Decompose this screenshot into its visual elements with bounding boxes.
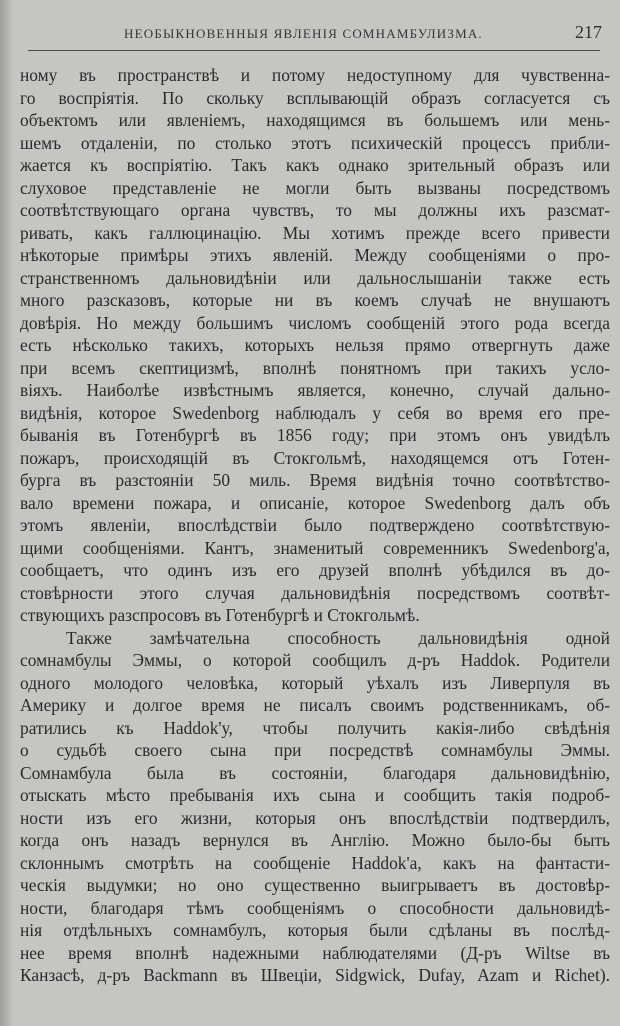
- text-line: ривать, какъ галлюцинацію. Мы хотимъ прежде всего привести: [20, 222, 610, 243]
- text-line: ности изъ его жизни, которыя онъ впослѣдствіи подтвердилъ,: [20, 807, 610, 828]
- text-line: жается къ воспріятію. Такъ какъ однако зрительный образъ или: [20, 155, 610, 175]
- page-number: 217: [575, 22, 602, 42]
- text-line: нее время вполнѣ надежными наблюдателями (Д-ръ Wiltse въ: [20, 942, 610, 963]
- text-line: быванія въ Готенбургѣ въ 1856 году; при этомъ онъ увидѣлъ: [20, 425, 610, 445]
- text-line: соотвѣтствующаго органа чувствъ, то мы должны ихъ разсмат-: [20, 200, 610, 220]
- text-line: Америку и долгое время не писалъ своимъ родственникамъ, об-: [20, 695, 610, 715]
- text-line: объектомъ или явленіемъ, находящимся въ большемъ или мень-: [20, 110, 610, 130]
- text-line: вало времени пожара, и описаніе, которое Swedenborg далъ объ: [20, 492, 610, 513]
- text-line: довѣрія. Но между большимъ числомъ сообщеній этого рода всегда: [20, 312, 610, 333]
- paragraph-end-line: ствующихъ разспросовъ въ Готенбургѣ и Стокгольмѣ.: [20, 605, 420, 625]
- text-line: сообщаетъ, что одинъ изъ его друзей вполнѣ убѣдился въ до-: [20, 560, 610, 580]
- running-title: НЕОБЫКНОВЕННЫЯ ЯВЛЕНІЯ СОМНАМБУЛИЗМА.: [124, 26, 483, 41]
- text-line: видѣнія, которое Swedenborg наблюдалъ у себя во время его пре-: [20, 402, 610, 423]
- text-line: ному въ пространствѣ и потому недоступному для чувственна-: [20, 65, 610, 85]
- text-line: при всемъ скептицизмѣ, вполнѣ понятномъ при такихъ усло-: [20, 357, 610, 378]
- text-line: сомнамбулы Эммы, о которой сообщилъ д-ръ Haddok. Родители: [20, 650, 610, 670]
- text-line: отыскать мѣсто пребыванія ихъ сына и сообщить такія подроб-: [20, 785, 610, 805]
- text-line: о судьбѣ своего сына при посредствѣ сомнамбулы Эммы.: [20, 740, 610, 760]
- text-line: ратились къ Haddok'у, чтобы получить какія-либо свѣдѣнія: [20, 717, 610, 738]
- text-line: стовѣрности этого случая дальновидѣнія посредствомъ соотвѣт-: [20, 582, 610, 603]
- header-rule: [28, 50, 600, 51]
- text-line: віяхъ. Наиболѣе извѣстнымъ является, конечно, случай дально-: [20, 380, 610, 400]
- text-line: когда онъ назадъ вернулся въ Англію. Можно было-бы быть: [20, 830, 610, 850]
- text-line: пожаръ, происходящій въ Стокгольмѣ, находящемся отъ Готен-: [20, 447, 610, 468]
- text-line: нѣкоторые примѣры этихъ явленій. Между сообщеніями о про-: [20, 245, 610, 265]
- text-line: шемъ отдаленіи, по столько этотъ психическій процессъ прибли-: [20, 132, 610, 153]
- body-text: [20, 64, 610, 987]
- paragraph-first-line: Также замѣчательна способность дальновидѣнія одной: [66, 627, 610, 648]
- text-line: нія отдѣльныхъ сомнамбулъ, которыя были сдѣланы въ послѣд-: [20, 920, 610, 940]
- text-line: бурга въ разстояніи 50 миль. Время видѣнія точно соотвѣтство-: [20, 470, 610, 490]
- text-line: Канзасѣ, д-ръ Backmann въ Швеціи, Sidgwick, Dufay, Azam и Richet).: [20, 965, 610, 985]
- page-header: [24, 22, 608, 50]
- text-line: есть нѣсколько такихъ, которыхъ нельзя прямо отвергнуть даже: [20, 335, 610, 355]
- text-line: щими сообщеніями. Кантъ, знаменитый современникъ Swedenborg'a,: [20, 537, 610, 558]
- text-line: го воспріятія. По скольку всплывающій образъ согласуется съ: [20, 87, 610, 108]
- page-binding-shadow: [0, 0, 14, 1026]
- text-line: странственномъ дальновидѣніи или дальнослышаніи также есть: [20, 267, 610, 288]
- text-line: много разсказовъ, которые ни въ коемъ случаѣ не внушаютъ: [20, 290, 610, 310]
- text-line: ческія выдумки; но оно существенно выигрываетъ въ достовѣр-: [20, 875, 610, 895]
- text-line: склоннымъ смотрѣть на сообщеніе Haddok'a, какъ на фантасти-: [20, 852, 610, 873]
- text-line: слуховое представленіе не могли быть вызваны посредствомъ: [20, 177, 610, 198]
- text-line: ности, благодаря тѣмъ сообщеніямъ о способности дальновидѣ-: [20, 897, 610, 918]
- text-line: Сомнамбула была въ состояніи, благодаря дальновидѣнію,: [20, 762, 610, 783]
- text-line: одного молодого человѣка, который уѣхалъ изъ Ливерпуля въ: [20, 672, 610, 693]
- text-line: этомъ явленіи, впослѣдствіи было подтверждено соотвѣтствую-: [20, 515, 610, 535]
